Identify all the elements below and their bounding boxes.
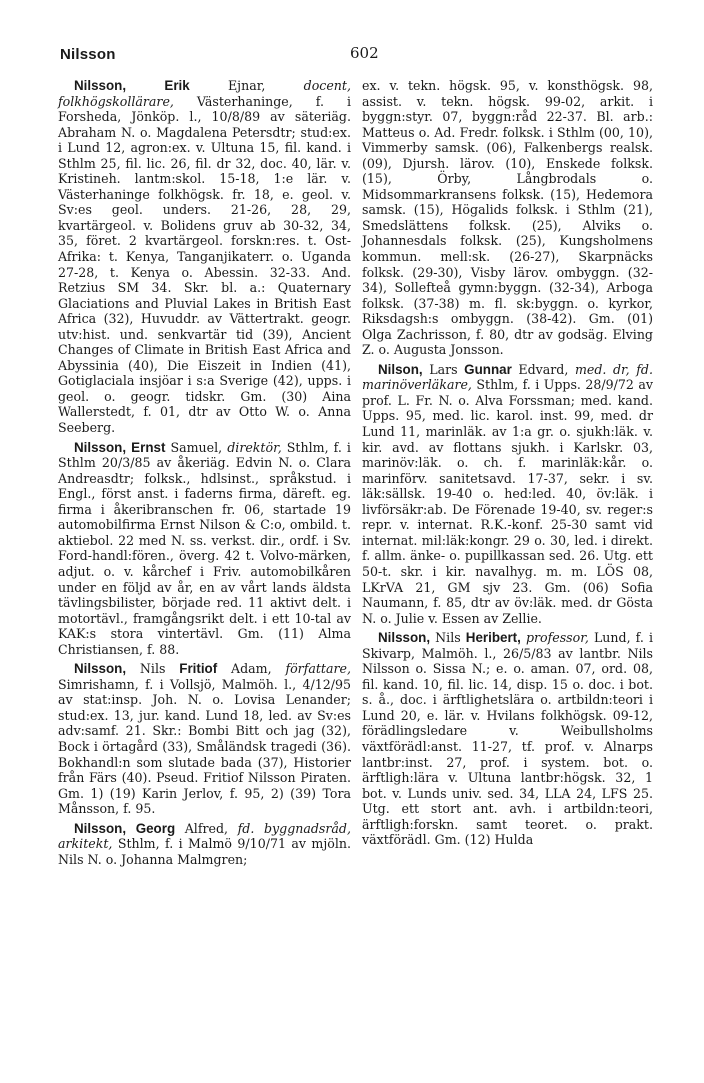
entry-body: Sthlm, f. i Sthlm 20/3/85 av åkeriäg. Edvin N. o. Clara Andreasdtr; folksk., hdlsinst., språkstud. i Engl., först anst. i faderns firma, däreft. eg. firma i åkeribranschen fr. 06, startade 19 automobilfirma Ernst Nilson & C:o, ombild. t. aktiebol. 22 med N. ss. verkst. dir., ordf. i Sv. Ford-handl:fören., överg. 42 t. Volvo-märken, adjut. o. v. kårchef i Friv. automobilkåren under en följd av år, en av vårt lands äldsta tävlingsbilister, började red. 11 aktivt delt. i motortävl., framgångsrikt delt. i ett 10-tal av KAK:s stora vintertävl. Gm. (11) Alma Christiansen, f. 88.	[58, 439, 351, 657]
entry-given-rest: Lars	[422, 361, 465, 377]
entry-surname: Nilsson,	[74, 661, 127, 677]
entry-given-rest: Nils	[430, 630, 466, 646]
entry-title: fd. byggnadsråd, arkitekt,	[58, 820, 351, 852]
entry-surname: Nilson,	[378, 361, 423, 377]
entry-heribert-nilsson	[362, 630, 653, 848]
entry-surname: Nilsson,	[378, 630, 431, 646]
entry-body: Västerhaninge, f. i Forsheda, Jönköp. l., 10/8/89 av säteriäg. Abraham N. o. Magdalena Petersdtr; stud:ex. i Lund 12, agron:ex. v. Ultuna 15, fil. kand. i Sthlm 25, fil. lic. 26, fil. dr 32, doc. 40, lär. v. Kristineh. lantm:skol. 15-18, 1:e lär. v. Västerhaninge folkhögsk. fr. 18, e. geol. v. Sv:es geol. unders. 21-26, 28, 29, kvartärgeol. v. Bolidens gruv ab 30-32, 34, 35, föret. 2 kvartärgeol. forskn:res. t. Ost-Afrika: t. Kenya, Tanganjikaterr. o. Uganda 27-28, t. Kenya o. Abessin. 32-33. And. Retzius SM 34. Skr. bl. a.: Quaternary Glaciations and Pluvial Lakes in British East Africa (32), Huvuddr. av Vättertrakt. geogr. utv:hist. und. senkvartär tid (39), Ancient Changes of Climate in British East Africa and Abyssinia (40), Die Eiszeit in Indien (41), Gotiglaciala insjöar i s:a Sverige (42), upps. i geol. o. geogr. tidskr. Gm. (30) Aina Wallerstedt, f. 01, dtr av Otto W. o. Anna Seeberg.	[58, 93, 351, 436]
entry-title: direktör,	[227, 439, 282, 455]
entry-title: professor,	[525, 630, 589, 646]
entry-body: Sthlm, f. i Malmö 9/10/71 av mjöln. Nils N. o. Johanna Malmgren;	[58, 836, 351, 867]
entry-given-rest: Alfred,	[175, 820, 229, 836]
entry-given-rest: Ejnar,	[189, 78, 266, 93]
entry-body: Sthlm, f. i Upps. 28/9/72 av prof. L. Fr. N. o. Alva Forssman; med. kand. Upps. 95, med. lic. karol. inst. 99, med. dr Lund 11, marinläk. av 1:a gr. o. sjukh:läk. v. kir. avd. av flottans sjukh. i Karlskr. 03, marinöv:läk. o. ch. f. marinläk:kår. o. marinförv. sanitetsavd. 17-37, sekr. i sv. läk:sällsk. 19-40 o. hed:led. 40, öv:läk. i livförsäkr:ab. De Förenade 19-40, sv. reger:s repr. v. internat. R.K.-konf. 25-30 samt vid internat. mil:läk:kongr. 29 o. 30, led. i direkt. f. allm. änke- o. pupillkassan sed. 26. Utg. ett 50-t. skr. i kir. navalhyg. m. m. LÖS 08, LKrVA 21, GM sjv 23. Gm. (06) Sofia Naumann, f. 85, dtr av öv:läk. med. dr Gösta N. o. Julie v. Essen av Zellie.	[362, 377, 653, 626]
entry-georg-nilsson-continued	[362, 78, 653, 358]
running-head: Nilsson	[60, 46, 116, 63]
entry-surname: Nilsson,	[74, 820, 127, 836]
entry-given-rest: Nils	[126, 661, 180, 677]
left-column	[58, 78, 351, 871]
entry-given-rest: Samuel,	[165, 439, 223, 455]
entry-erik-nilsson	[58, 78, 351, 436]
entry-surname: Nilsson,	[74, 439, 127, 455]
entry-given-rest-2: Adam,	[217, 661, 272, 677]
entry-title: med. dr, fd. marinöverläkare,	[362, 361, 653, 393]
entry-given-bold: Ernst	[131, 439, 166, 455]
entry-body: Lund, f. i Skivarp, Malmöh. l., 26/5/83 av lantbr. Nils Nilsson o. Sissa N.; e. o. aman. 07, ord. 08, fil. kand. 10, fil. lic. 14, disp. 15 o. doc. i bot. s. å., doc. i ärftlighetslära o. artbildn:teori i Lund 20, e. lär. v. Hvilans folkhögsk. 09-12, förädlingsledare v. Weibullsholms växtförädl:anst. 11-27, tf. prof. v. Alnarps lantbr:inst. 27, prof. i system. bot. o. ärftligh:lära v. Ultuna lantbr:högsk. 32, 1 bot. v. Lunds univ. sed. 34, LLA 24, LFS 25. Utg. ett stort ant. avh. i artbildn:teori, ärftligh:forskn. samt teoret. o. prakt. växtförädl. Gm. (12) Hulda	[362, 630, 653, 848]
entry-given-bold: Gunnar	[464, 361, 512, 377]
entry-surname: Nilsson,	[74, 78, 127, 93]
entry-given-bold: Erik	[164, 78, 190, 93]
entry-title: docent, folkhögskollärare,	[58, 78, 351, 109]
entry-fritiof-nilsson	[58, 661, 351, 816]
entry-georg-nilsson	[58, 821, 351, 868]
entry-given-bold: Georg	[135, 820, 176, 836]
entry-gunnar-nilson	[362, 362, 653, 626]
entry-given-rest-2: Edvard,	[511, 361, 569, 377]
entry-ernst-nilsson	[58, 440, 351, 658]
entry-title: författare,	[285, 661, 351, 677]
entry-body-continued: ex. v. tekn. högsk. 95, v. konsthögsk. 98, assist. v. tekn. högsk. 99-02, arkit. i byggn:styr. 07, byggn:råd 22-37. Bl. arb.: Matteus o. Ad. Fredr. folksk. i Sthlm (00, 10), Vimmerby samsk. (06), Falkenbergs realsk. (09), Djursh. lärov. (10), Enskede folksk. (15), Örby, Långbrodals o. Midsommarkransens folksk. (15), Hedemora samsk. (15), Högalids folksk. i Sthlm (21), Smedslättens folksk. (25), Alviks o. Johannesdals folksk. (25), Kungsholmens kommun. mell:sk. (26-27), Skarpnäcks folksk. (29-30), Visby lärov. ombyggn. (32-34), Sollefteå gymn:byggn. (32-34), Arboga folksk. (37-38) m. fl. sk:byggn. o. kyrkor, Riksdagsh:s ombyggn. (38-42). Gm. (01) Olga Zachrisson, f. 80, dtr av godsäg. Elving Z. o. Augusta Jonsson.	[362, 78, 653, 358]
entry-body: Simrishamn, f. i Vollsjö, Malmöh. l., 4/12/95 av stat:insp. Joh. N. o. Lovisa Lenander; stud:ex. 13, jur. kand. Lund 18, led. av Sv:es adv:samf. 21. Skr.: Bombi Bitt och jag (32), Bock i örtagård (33), Småländsk tragedi (36). Bokhandl:n som slutade bada (37), Historier från Färs (40). Pseud. Fritiof Nilsson Piraten. Gm. 1) (19) Karin Jerlov, f. 95, 2) (39) Tora Månsson, f. 95.	[58, 676, 351, 817]
page-number: 602	[350, 44, 379, 62]
right-column	[362, 78, 653, 852]
entry-given-bold: Fritiof	[179, 661, 218, 677]
entry-given-bold: Heribert,	[465, 630, 521, 646]
